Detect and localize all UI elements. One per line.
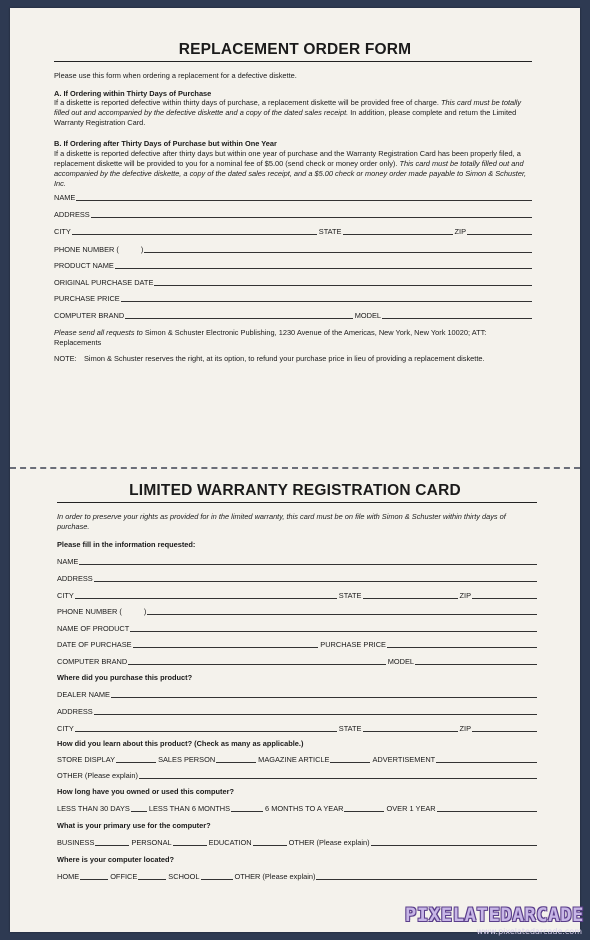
order-original-purchase-date-field[interactable]: ORIGINAL PURCHASE DATE: [54, 277, 534, 287]
warranty-long-options[interactable]: LESS THAN 30 DAYS LESS THAN 6 MONTHS 6 MONTHS TO A YEAR OVER 1 YEAR: [57, 803, 539, 813]
order-intro: Please use this form when ordering a replacement for a defective diskette.: [54, 71, 297, 80]
order-purchase-price-field[interactable]: PURCHASE PRICE: [54, 293, 534, 303]
warranty-brand-model-field[interactable]: COMPUTER BRAND MODEL: [57, 656, 539, 666]
order-section-b-text: If a diskette is reported defective after thirty days but within one year of purchase and the Warranty Registration Card has been properly filed, a replacement diskette will be provided to you for a nominal fee of $5.00 (send check or money order only). This card must be totally filled out and accompanied by the defective diskette, a copy of the dated sales receipt, and a $5.00 check or money order made payable to Simon & Schuster, Inc.: [54, 149, 527, 188]
order-name-label: NAME: [54, 193, 76, 202]
warranty-learn-options[interactable]: STORE DISPLAY SALES PERSON MAGAZINE ARTICLE ADVERTISEMENT: [57, 754, 539, 764]
order-phone-field[interactable]: PHONE NUMBER ( ): [54, 244, 534, 254]
order-section-a-heading: A. If Ordering within Thirty Days of Purchase: [54, 89, 212, 98]
warranty-question-long: How long have you owned or used this computer?: [57, 787, 234, 796]
order-brand-model-field[interactable]: COMPUTER BRAND MODEL: [54, 310, 534, 320]
warranty-date-price-field[interactable]: DATE OF PURCHASE PURCHASE PRICE: [57, 639, 539, 649]
watermark-logo: PIXELATEDARCADE: [404, 904, 584, 926]
warranty-dealer-field[interactable]: DEALER NAME: [57, 689, 539, 699]
order-form-title: REPLACEMENT ORDER FORM: [178, 41, 412, 58]
watermark-url: www.pixelatedarcade.com: [476, 927, 582, 936]
warranty-card-title: LIMITED WARRANTY REGISTRATION CARD: [129, 482, 461, 499]
warranty-learn-other-field[interactable]: OTHER (Please explain): [57, 770, 539, 780]
warranty-location-options[interactable]: HOME OFFICE SCHOOL OTHER (Please explain): [57, 871, 539, 881]
warranty-address-field[interactable]: ADDRESS: [57, 573, 539, 583]
order-product-field[interactable]: PRODUCT NAME: [54, 260, 534, 270]
warranty-dealer-address-field[interactable]: ADDRESS: [57, 706, 539, 716]
warranty-card: [10, 482, 580, 500]
order-address-field[interactable]: ADDRESS: [54, 209, 534, 219]
warranty-use-options[interactable]: BUSINESS PERSONAL EDUCATION OTHER (Please explain): [57, 837, 539, 847]
warranty-dealer-city-field[interactable]: CITY STATE ZIP: [57, 723, 539, 733]
order-name-field[interactable]: [54, 192, 534, 202]
warranty-product-field[interactable]: NAME OF PRODUCT: [57, 623, 539, 633]
order-section-b-heading: B. If Ordering after Thirty Days of Purchase but within One Year: [54, 139, 277, 148]
order-title-rule: [54, 61, 532, 62]
order-city-state-zip-field[interactable]: CITY STATE ZIP: [54, 226, 534, 236]
warranty-question-learn: How did you learn about this product? (Check as many as applicable.): [57, 739, 304, 748]
perforation-line: [10, 467, 580, 469]
warranty-phone-field[interactable]: PHONE NUMBER ( ): [57, 606, 539, 616]
order-note-text: Simon & Schuster reserves the right, at its option, to refund your purchase price in lieu of providing a replacement diskette.: [84, 354, 485, 363]
order-section-a-text: If a diskette is reported defective within thirty days of purchase, a replacement diskette will be provided free of charge. This card must be totally filled out and accompanied by the defective diskette and a copy of the dated sales receipt. In addition, please complete and return the Limited Warranty Registration Card.: [54, 98, 522, 127]
warranty-city-state-zip-field[interactable]: CITY STATE ZIP: [57, 590, 539, 600]
replacement-order-form: [10, 41, 580, 59]
order-note-label: NOTE:: [54, 354, 77, 363]
warranty-question-use: What is your primary use for the computer?: [57, 821, 211, 830]
paper-sheet: [10, 8, 580, 932]
warranty-title-rule: [57, 502, 537, 503]
order-send-instructions: Please send all requests to Simon & Schuster Electronic Publishing, 1230 Avenue of the Americas, New York, New York 10020; ATT: Replacements: [54, 328, 487, 347]
warranty-intro: In order to preserve your rights as provided for in the limited warranty, this card must be on file with Simon & Schuster within thirty days of purchase.: [57, 512, 506, 531]
warranty-fill-instruction: Please fill in the information requested:: [57, 540, 196, 549]
warranty-question-where: Where did you purchase this product?: [57, 673, 193, 682]
warranty-name-field[interactable]: NAME: [57, 556, 539, 566]
warranty-question-location: Where is your computer located?: [57, 855, 175, 864]
